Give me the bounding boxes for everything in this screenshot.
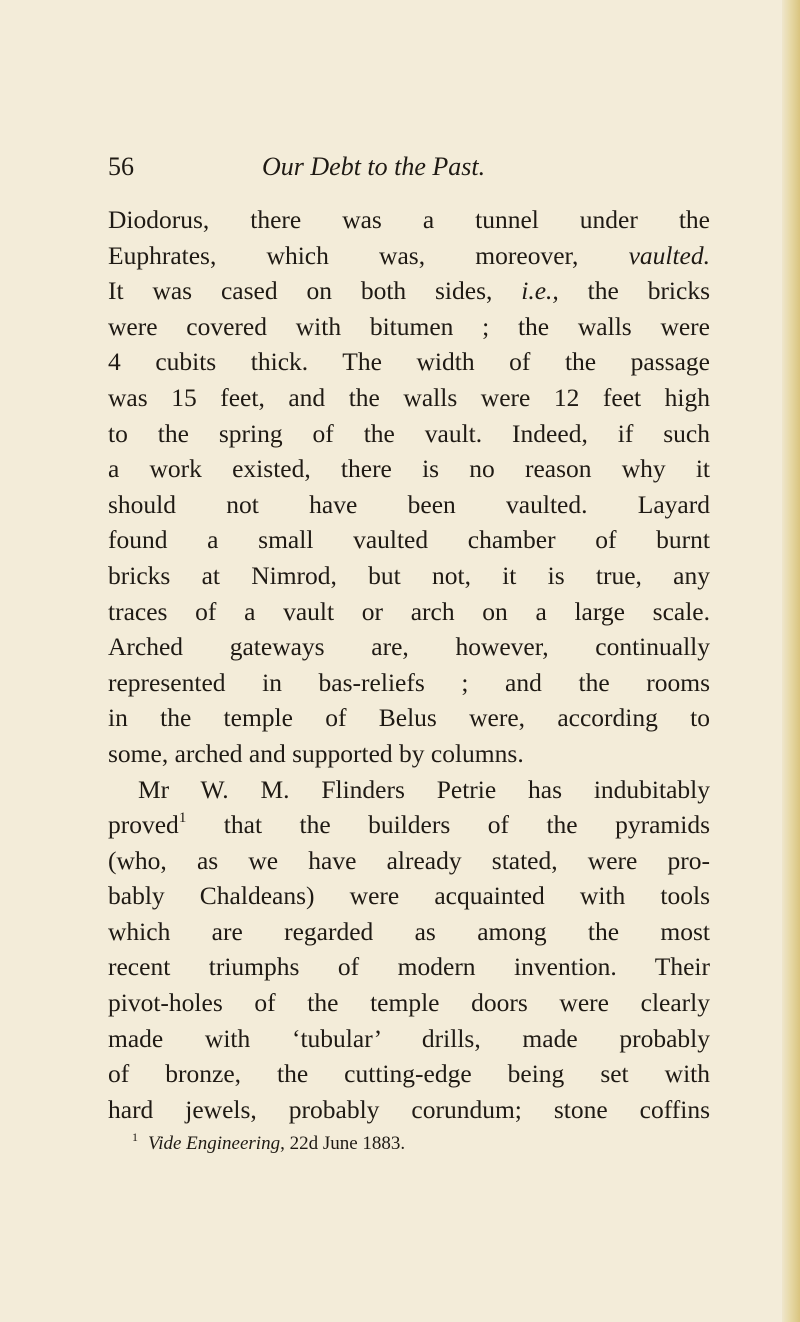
text-line xyxy=(108,238,710,274)
text-line: traces of a vault or arch on a large scale. xyxy=(108,596,710,626)
text-line: which are regarded as among the most xyxy=(108,916,710,946)
text-line: to the spring of the vault. Indeed, if such xyxy=(108,418,710,448)
text-line: a work existed, there is no reason why it xyxy=(108,454,710,484)
text-line: were covered with bitumen ; the walls were xyxy=(108,311,710,341)
text-line xyxy=(108,807,710,843)
text-line: of bronze, the cutting-edge being set with xyxy=(108,1059,710,1089)
text-line: 4 cubits thick. The width of the passage xyxy=(108,347,710,377)
body-text xyxy=(108,202,710,1127)
footnote-reference[interactable]: 1 xyxy=(178,810,187,827)
text-span: proved xyxy=(108,810,179,840)
text-span: It was cased on both sides, xyxy=(108,276,493,306)
text-line: bably Chaldeans) were acquainted with tools xyxy=(108,881,710,911)
text-line xyxy=(108,273,710,309)
footnote-title: Vide Engineering xyxy=(148,1133,281,1155)
text-span: Euphrates, which was, moreover, xyxy=(108,240,579,270)
text-line: represented in bas-reliefs ; and the rooms xyxy=(108,667,710,697)
page-number: 56 xyxy=(108,152,134,181)
text-line: Arched gateways are, however, continually xyxy=(108,632,710,662)
running-head xyxy=(108,148,710,186)
text-line: was 15 feet, and the walls were 12 feet high xyxy=(108,382,710,412)
running-title: Our Debt to the Past. xyxy=(262,152,486,181)
text-line: found a small vaulted chamber of burnt xyxy=(108,525,710,555)
book-page xyxy=(108,148,710,1157)
text-line: Diodorus, there was a tunnel under the xyxy=(108,205,710,234)
text-line: Mr W. M. Flinders Petrie has indubitably xyxy=(138,774,710,804)
italic-text: i.e., xyxy=(521,276,559,306)
text-line: in the temple of Belus were, according to xyxy=(108,703,710,733)
text-line: recent triumphs of modern invention. Their xyxy=(108,952,710,982)
footnote-mark: 1 xyxy=(132,1130,138,1145)
text-span: the bricks xyxy=(587,276,711,306)
text-span: that the builders of the pyramids xyxy=(223,810,711,840)
text-line: some, arched and supported by columns. xyxy=(108,738,524,768)
text-line: pivot-holes of the temple doors were clearly xyxy=(108,988,710,1018)
italic-text: vaulted. xyxy=(628,240,710,270)
text-line: made with ‘tubular’ drills, made probably xyxy=(108,1023,710,1053)
footnote-text: , 22d June 1883. xyxy=(280,1133,406,1155)
footnote xyxy=(108,1131,710,1157)
paragraph-2 xyxy=(108,772,710,1128)
paragraph-1 xyxy=(108,202,710,772)
text-line: should not have been vaulted. Layard xyxy=(108,489,710,519)
text-line: hard jewels, probably corundum; stone coffins xyxy=(108,1094,710,1124)
text-line: (who, as we have already stated, were pro- xyxy=(108,845,710,875)
page-edge xyxy=(782,0,800,1322)
text-line: bricks at Nimrod, but not, it is true, any xyxy=(108,560,710,590)
